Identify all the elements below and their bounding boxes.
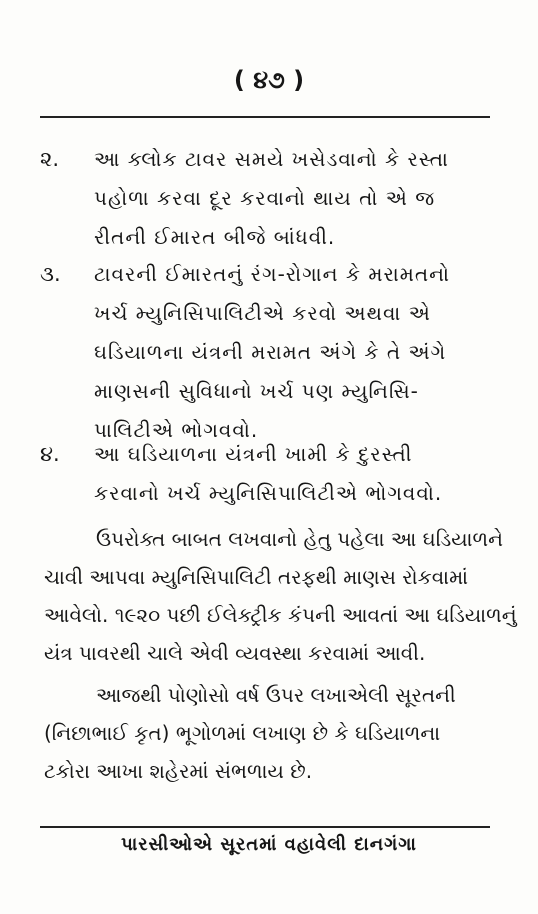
running-footer: પારસીઓએ સૂરતમાં વહાવેલી દાનગંગા: [121, 834, 417, 855]
paragraph-line: ચાવી આપવા મ્યુનિસિપાલિટી તરફથી માણસ રોકવામાં: [44, 565, 469, 589]
paragraph-line: ઉપરોક્ત બાબત લખવાનો હેતુ પહેલા આ ઘડિયાળને: [96, 527, 504, 551]
item-line: કરવાનો ખર્ચ મ્યુનિસિપાલિટીએ ભોગવવો.: [94, 481, 443, 505]
paragraph-bhugol: [44, 676, 504, 790]
paragraph-line: આવેલો. ૧૯૨૦ પછી ઈલેક્ટ્રીક કંપની આવતાં આ ઘડિયાળનું: [44, 603, 517, 627]
paragraph-purpose: [44, 520, 517, 672]
item-line: ઘડિયાળના યંત્રની મરામત અંગે કે તે અંગે: [94, 340, 447, 364]
paragraph-line: ટકોરા આખા શહેરમાં સંભળાય છે.: [44, 759, 313, 783]
item-line: પહોળા કરવા દૂર કરવાનો થાય તો એ જ: [94, 186, 436, 210]
item-line: રીતની ઈમારત બીજે બાંધવી.: [94, 225, 336, 249]
list-item-2: [40, 140, 500, 257]
paragraph-line: (નિછાભાઈ કૃત) ભૂગોળમાં લખાણ છે કે ઘડિયાળના: [44, 721, 441, 745]
page-number: ( ૪૭ ): [233, 66, 305, 94]
item-line: આ ક્લોક ટાવર સમયે ખસેડવાનો કે રસ્તા: [94, 147, 449, 171]
item-number: ૩.: [40, 262, 61, 286]
list-item-3: [40, 255, 500, 450]
item-line: ખર્ચ મ્યુનિસિપાલિટીએ કરવો અથવા એ: [94, 301, 431, 325]
paragraph-line: આજથી પોણોસો વર્ષ ઉપર લખાએલી સૂરતની: [96, 683, 456, 707]
item-line: માણસની સુવિધાનો ખર્ચ પણ મ્યુનિસિ-: [94, 379, 419, 403]
item-number: ૨.: [40, 147, 60, 171]
bottom-rule: [40, 826, 490, 828]
item-line: પાલિટીએ ભોગવવો.: [94, 418, 259, 442]
paragraph-line: યંત્ર પાવરથી ચાલે એવી વ્યવસ્થા કરવામાં આવી.: [44, 641, 426, 665]
item-number: ૪.: [40, 442, 60, 466]
item-line: ટાવરની ઈમારતનું રંગ-રોગાન કે મરામતનો: [94, 262, 451, 286]
list-item-4: [40, 435, 500, 513]
top-rule: [40, 116, 490, 118]
item-line: આ ઘડિયાળના યંત્રની ખામી કે દુરસ્તી: [94, 442, 413, 466]
